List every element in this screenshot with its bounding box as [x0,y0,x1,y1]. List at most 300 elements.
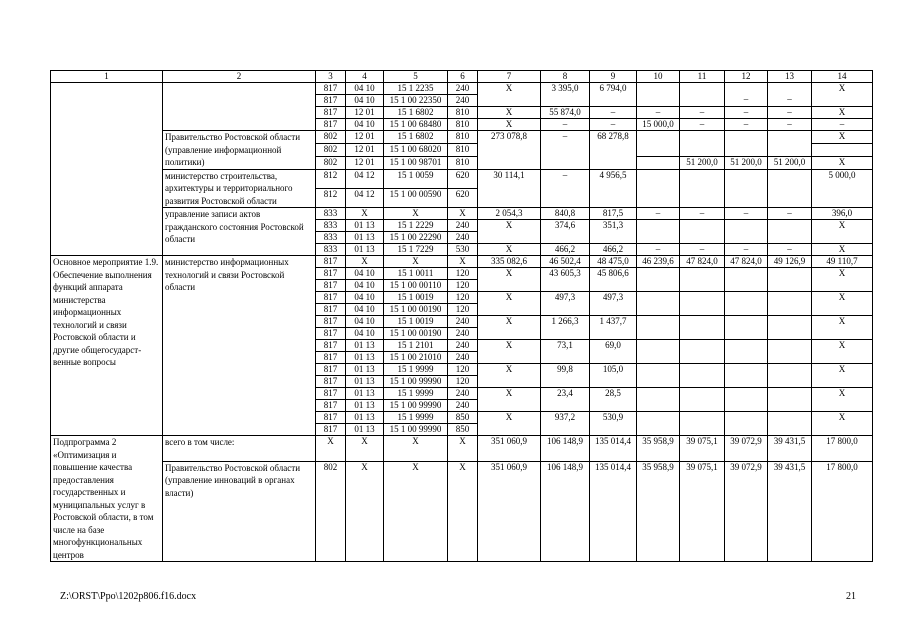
table-cell: 15 1 00 99990 [384,424,448,436]
table-cell [680,364,725,388]
table-cell: 01 13 [346,364,384,376]
table-cell: 6 794,0 [590,83,637,107]
column-header: 4 [346,71,384,83]
table-cell: 48 475,0 [590,256,637,268]
table-cell: – [680,208,725,220]
table-cell: 69,0 [590,340,637,364]
column-header: 5 [384,71,448,83]
table-cell: 49 126,9 [768,256,812,268]
column-header: 13 [768,71,812,83]
table-cell: 04 12 [346,169,384,188]
table-cell: X [812,156,873,169]
table-cell: 15 1 2101 [384,340,448,352]
table-cell [680,340,725,364]
table-cell [768,316,812,340]
table-cell: – [637,244,680,256]
table-cell: – [680,244,725,256]
table-cell: – [637,208,680,220]
table-cell: 810 [448,143,478,156]
table-cell: 15 1 9999 [384,364,448,376]
table-cell: 15 1 0019 [384,292,448,304]
table-cell: 335 082,6 [478,256,541,268]
table-row [51,256,873,268]
table-cell: X [812,107,873,119]
table-cell: X [478,268,541,292]
table-cell: 15 1 9999 [384,388,448,400]
table-cell: 39 072,9 [725,436,768,462]
column-header: 8 [541,71,590,83]
table-cell [680,292,725,316]
table-cell: X [346,208,384,220]
table-cell: 55 874,0 [541,107,590,119]
table-cell: 120 [448,292,478,304]
table-cell: 28,5 [590,388,637,412]
table-cell [725,169,768,208]
table-cell: 04 10 [346,95,384,107]
table-cell: 620 [448,188,478,207]
table-cell: 04 10 [346,328,384,340]
table-cell: 2 054,3 [478,208,541,220]
table-cell: 240 [448,95,478,107]
table-cell: 15 1 00 99990 [384,400,448,412]
table-cell: 39 075,1 [680,436,725,462]
table-cell: X [812,268,873,292]
table-cell: 240 [448,340,478,352]
table-cell [637,388,680,412]
table-cell [725,340,768,364]
table-cell: 817 [316,95,346,107]
table-cell: 04 10 [346,83,384,95]
column-header: 2 [163,71,316,83]
table-cell: 466,2 [590,244,637,256]
table-cell: X [478,364,541,388]
table-cell: 840,8 [541,208,590,220]
table-cell: 15 1 0059 [384,169,448,188]
table-cell [725,292,768,316]
table-cell: 120 [448,376,478,388]
table-row [51,208,873,220]
table-cell: X [384,256,448,268]
table-cell: – [812,119,873,131]
table-cell [680,131,725,157]
table-cell: 497,3 [541,292,590,316]
table-cell: 351 060,9 [478,461,541,562]
table-cell: X [812,131,873,144]
table-cell: X [812,220,873,244]
table-cell: 15 1 00 68020 [384,143,448,156]
table-cell: 374,6 [541,220,590,244]
table-cell: – [541,169,590,208]
table-cell [637,220,680,244]
program-cell: Подпрограмма 2 «Оптимизация и [51,436,163,462]
table-cell: X [478,244,541,256]
table-cell: 04 10 [346,316,384,328]
table-cell: X [478,119,541,131]
table-cell: 817 [316,107,346,119]
table-cell: – [768,244,812,256]
table-cell: 47 824,0 [725,256,768,268]
table-cell: X [812,292,873,316]
table-cell: 04 12 [346,188,384,207]
table-cell: 15 1 0011 [384,268,448,280]
table-cell: X [812,83,873,107]
table-cell: 43 605,3 [541,268,590,292]
table-cell: – [725,208,768,220]
table-cell: 30 114,1 [478,169,541,208]
table-cell [637,131,680,157]
table-cell: X [346,436,384,462]
table-cell: 817 [316,388,346,400]
table-cell: X [812,340,873,364]
table-cell [725,268,768,292]
table-cell: X [478,316,541,340]
table-cell: 46 239,6 [637,256,680,268]
table-cell: 817 [316,119,346,131]
table-cell: 817 [316,364,346,376]
table-cell: 106 148,9 [541,461,590,562]
table-cell: 802 [316,461,346,562]
table-cell: 120 [448,304,478,316]
table-cell: 5 000,0 [812,169,873,208]
table-cell: X [478,388,541,412]
table-cell: – [680,107,725,119]
table-cell: 01 13 [346,412,384,424]
table-cell [812,143,873,156]
table-cell [768,364,812,388]
executor-cell [163,83,316,131]
table-cell: 810 [448,131,478,144]
table-cell: X [448,436,478,462]
table-cell: 15 1 00 00590 [384,188,448,207]
table-cell [680,316,725,340]
column-header: 11 [680,71,725,83]
table-cell [725,412,768,436]
table-cell: 04 10 [346,280,384,292]
program-cell [51,83,163,256]
table-cell [637,292,680,316]
executor-cell: всего в том числе: [163,436,316,462]
table-cell: 15 000,0 [637,119,680,131]
table-cell: 817 [316,316,346,328]
table-cell: – [725,244,768,256]
table-cell [637,268,680,292]
table-cell: X [812,388,873,412]
table-cell: 17 800,0 [812,436,873,462]
table-cell: 15 1 7229 [384,244,448,256]
table-cell [725,316,768,340]
table-cell: 35 958,9 [637,461,680,562]
table-cell: 12 01 [346,143,384,156]
table-cell: 15 1 00 21010 [384,352,448,364]
table-cell: 15 1 00 98701 [384,156,448,169]
table-cell: 817 [316,376,346,388]
table-cell: 497,3 [590,292,637,316]
table-cell [768,268,812,292]
table-cell: 15 1 00 68480 [384,119,448,131]
table-cell [768,292,812,316]
program-cell: Основное мероприятие 1.9. Обеспечение выполнения функций аппарата министерства информационных технологий и связи Ростовской области и другие общегосударст-венные вопросы [51,256,163,436]
table-cell [768,220,812,244]
table-cell: – [725,119,768,131]
table-cell [725,131,768,157]
table-cell: 01 13 [346,424,384,436]
table-cell: X [478,220,541,244]
table-cell: 01 13 [346,388,384,400]
table-cell: 99,8 [541,364,590,388]
table-cell: 04 10 [346,304,384,316]
table-cell: 817 [316,328,346,340]
table-cell [637,83,680,107]
table-cell: 466,2 [541,244,590,256]
column-header: 7 [478,71,541,83]
table-cell: – [768,119,812,131]
table-cell: X [384,436,448,462]
table-cell: – [590,119,637,131]
column-header: 6 [448,71,478,83]
table-cell: X [448,256,478,268]
table-cell: – [590,107,637,119]
table-cell [637,316,680,340]
table-cell: 01 13 [346,340,384,352]
table-cell: 817 [316,400,346,412]
header-row [51,71,873,83]
table-cell: 01 13 [346,376,384,388]
footer-file-path: Z:\ORST\Ppo\1202p806.f16.docx [60,591,197,602]
table-cell: 351 060,9 [478,436,541,462]
table-cell: X [478,412,541,436]
table-cell [637,156,680,169]
table-cell: 106 148,9 [541,436,590,462]
table-cell: 817,5 [590,208,637,220]
table-cell: 812 [316,169,346,188]
table-cell: 850 [448,412,478,424]
table-cell: X [384,208,448,220]
table-cell: 240 [448,83,478,95]
table-cell: 240 [448,400,478,412]
table-cell: – [541,131,590,170]
table-cell: 240 [448,388,478,400]
table-cell: – [768,208,812,220]
table-cell: 15 1 6802 [384,107,448,119]
table-cell: 15 1 2229 [384,220,448,232]
table-cell [725,364,768,388]
table-cell: X [316,436,346,462]
column-header: 9 [590,71,637,83]
table-cell [637,364,680,388]
table-cell: 39 072,9 [725,461,768,562]
table-cell: 802 [316,156,346,169]
table-cell: 15 1 00 00190 [384,328,448,340]
table-cell: 240 [448,232,478,244]
table-cell: 817 [316,268,346,280]
table-cell: – [637,107,680,119]
table-cell: 35 958,9 [637,436,680,462]
table-cell: X [448,461,478,562]
table-cell: – [725,107,768,119]
table-cell: X [478,292,541,316]
table-cell: 01 13 [346,352,384,364]
table-cell: 3 395,0 [541,83,590,107]
table-cell [768,131,812,157]
table-cell: 12 01 [346,156,384,169]
table-cell: 120 [448,364,478,376]
table-cell: 530 [448,244,478,256]
table-cell: 01 13 [346,232,384,244]
table-cell: 04 10 [346,292,384,304]
table-cell: 68 278,8 [590,131,637,170]
table-cell: 120 [448,268,478,280]
table-cell: 46 502,4 [541,256,590,268]
table-cell: X [478,340,541,364]
table-cell: 01 13 [346,244,384,256]
table-cell: 04 10 [346,119,384,131]
budget-table [50,70,873,562]
table-cell: 240 [448,328,478,340]
table-cell: 530,9 [590,412,637,436]
table-cell: 01 13 [346,400,384,412]
table-cell: 15 1 00 22350 [384,95,448,107]
table-cell: X [448,208,478,220]
table-cell [680,83,725,107]
table-cell: X [346,461,384,562]
table-cell: 120 [448,280,478,292]
table-cell: 817 [316,83,346,95]
table-cell: 15 1 2235 [384,83,448,95]
table-cell: X [478,107,541,119]
table-cell: 817 [316,352,346,364]
table-cell: 01 13 [346,220,384,232]
table-cell [768,340,812,364]
table-cell: 817 [316,280,346,292]
table-cell: 833 [316,232,346,244]
table-cell: X [812,316,873,340]
table-cell: 833 [316,220,346,232]
table-cell: 817 [316,340,346,352]
footer-page-number: 21 [846,591,856,602]
column-header: 12 [725,71,768,83]
table-row [51,131,873,144]
table-cell: 15 1 00 22290 [384,232,448,244]
table-cell: 240 [448,316,478,328]
table-cell: 810 [448,156,478,169]
table-cell: 15 1 6802 [384,131,448,144]
table-cell: – [768,83,812,107]
table-cell [637,340,680,364]
executor-cell: управление записи актов гражданского состояния Ростовской области [163,208,316,256]
table-cell: 15 1 00 99990 [384,376,448,388]
table-cell: 1 437,7 [590,316,637,340]
table-row [51,83,873,95]
table-cell: 810 [448,119,478,131]
table-cell: 15 1 00 00110 [384,280,448,292]
table-cell: 12 01 [346,131,384,144]
table-cell: 39 431,5 [768,461,812,562]
table-cell [725,388,768,412]
table-cell: 04 10 [346,268,384,280]
table-cell: 240 [448,220,478,232]
table-cell: 51 200,0 [680,156,725,169]
table-cell: 1 266,3 [541,316,590,340]
table-cell: 12 01 [346,107,384,119]
table-cell: 15 1 9999 [384,412,448,424]
table-cell: – [680,119,725,131]
table-cell: 49 110,7 [812,256,873,268]
table-cell: – [768,107,812,119]
table-cell: 15 1 00 00190 [384,304,448,316]
table-row [51,436,873,462]
table-cell: 850 [448,424,478,436]
column-header: 14 [812,71,873,83]
table-row [51,169,873,188]
table-cell: 273 078,8 [478,131,541,170]
table-cell: 802 [316,143,346,156]
table-cell [680,412,725,436]
table-cell [680,388,725,412]
table-cell [725,220,768,244]
table-cell: 4 956,5 [590,169,637,208]
table-cell: 817 [316,292,346,304]
table-cell: 45 806,6 [590,268,637,292]
table-cell [637,169,680,208]
table-cell: 39 075,1 [680,461,725,562]
table-cell: 802 [316,131,346,144]
table-cell: – [725,83,768,107]
table-cell: 135 014,4 [590,436,637,462]
table-cell: X [812,244,873,256]
table-cell: 73,1 [541,340,590,364]
table-cell: 620 [448,169,478,188]
table-cell: 51 200,0 [725,156,768,169]
table-cell: X [812,412,873,436]
table-cell: X [812,364,873,388]
table-cell: 812 [316,188,346,207]
table-cell [680,169,725,208]
table-cell: 39 431,5 [768,436,812,462]
table-cell: 817 [316,424,346,436]
table-cell [637,412,680,436]
column-header: 3 [316,71,346,83]
table-cell: 17 800,0 [812,461,873,562]
program-cell: повышение качества предоставления государственных и муниципальных услуг в Ростовской области, в том числе на базе многофункциональных центров [51,461,163,562]
table-cell: 817 [316,256,346,268]
table-cell: 817 [316,412,346,424]
executor-cell: Правительство Ростовской области (управление информационной политики) [163,131,316,170]
table-cell: 833 [316,244,346,256]
table-cell: – [541,119,590,131]
table-cell: 47 824,0 [680,256,725,268]
table-cell: X [346,256,384,268]
table-cell [768,412,812,436]
table-row [51,461,873,562]
table-cell [680,268,725,292]
table-cell: 351,3 [590,220,637,244]
column-header: 1 [51,71,163,83]
executor-cell: Правительство Ростовской области (управление инноваций в органах власти) [163,461,316,562]
executor-cell: министерство информационных технологий и связи Ростовской области [163,256,316,436]
table-cell: X [478,83,541,107]
table-cell: 15 1 0019 [384,316,448,328]
table-cell: 105,0 [590,364,637,388]
table-cell: 810 [448,107,478,119]
table-cell: 817 [316,304,346,316]
table-cell [768,388,812,412]
executor-cell: министерство строительства, архитектуры и территориального развития Ростовской области [163,169,316,208]
table-cell: 833 [316,208,346,220]
table-cell [768,169,812,208]
table-cell [680,220,725,244]
table-cell: 396,0 [812,208,873,220]
table-cell: 240 [448,352,478,364]
